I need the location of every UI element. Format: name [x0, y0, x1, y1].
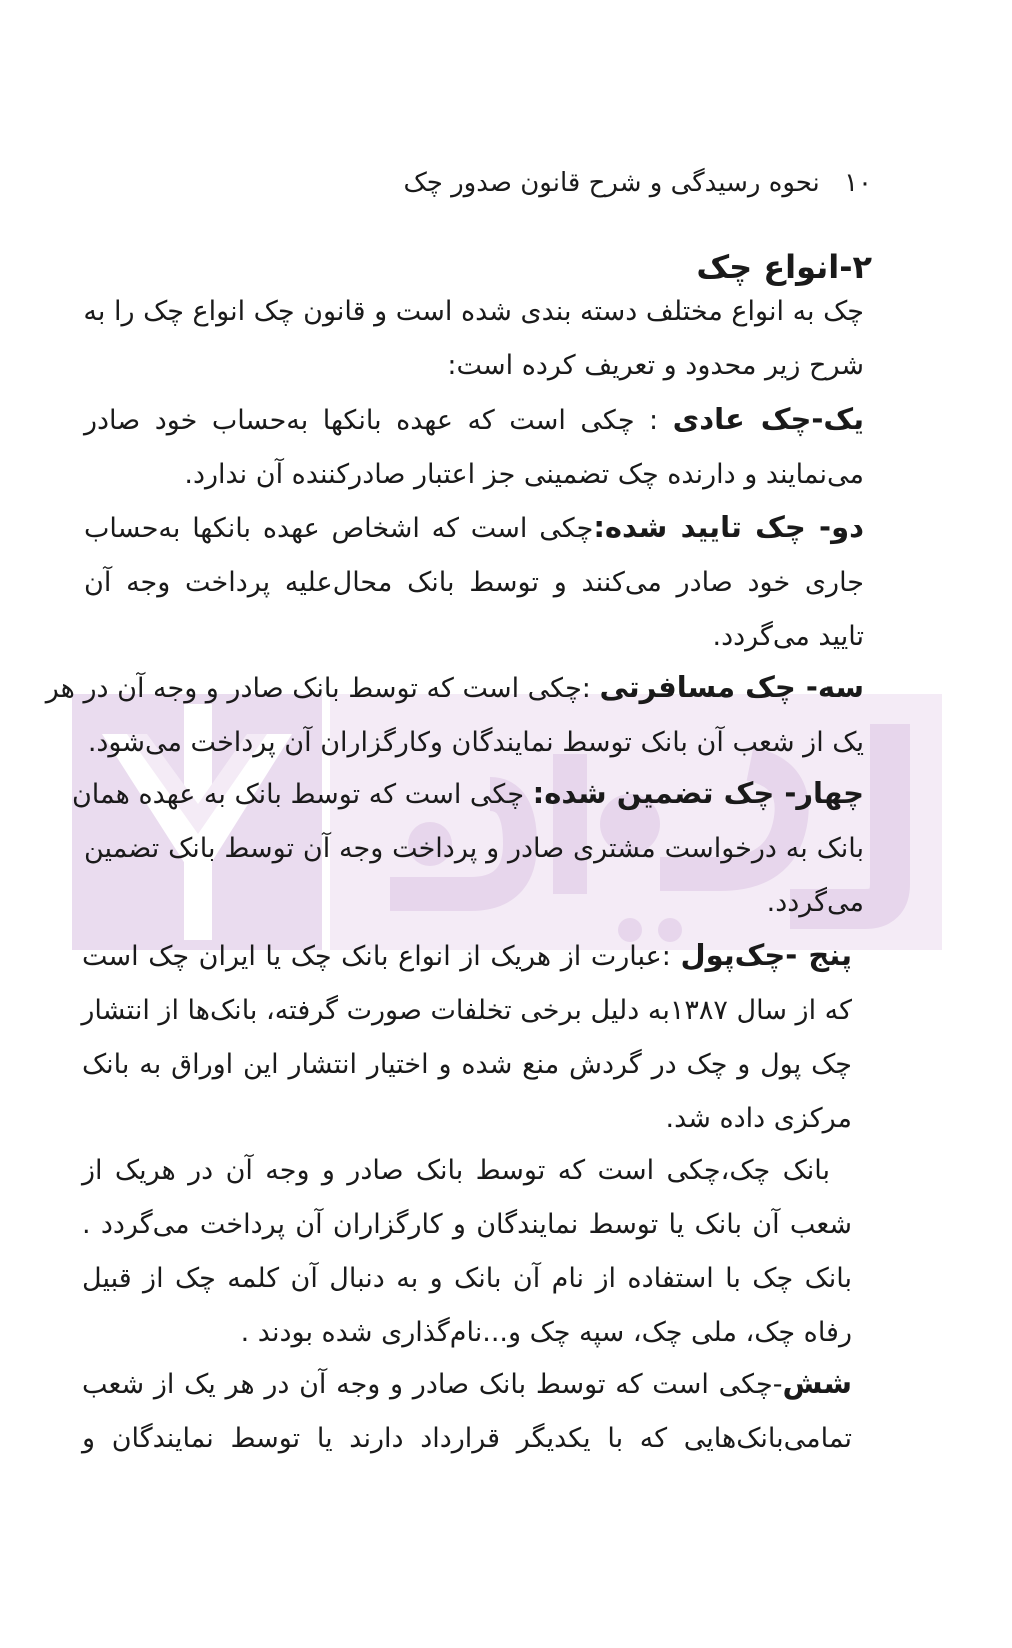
- text-line: تایید می‌گردد.: [712, 621, 864, 652]
- text-line: [82, 1356, 852, 1412]
- term-label: یک-چک عادی: [672, 402, 864, 436]
- term-label: دو- چک تایید شده:: [593, 510, 864, 544]
- check-type-ordinary: [84, 392, 864, 502]
- section-title: ۲-انواع چک: [696, 248, 872, 286]
- check-type-travel: [45, 660, 864, 770]
- text-line: شعب آن بانک یا توسط نمایندگان و کارگزاران آن پرداخت می‌گردد .: [82, 1209, 852, 1240]
- book-title: نحوه رسیدگی و شرح قانون صدور چک: [403, 168, 820, 198]
- check-type-guaranteed: [71, 766, 864, 930]
- text-line: تمامی‌بانک‌هایی که با یکدیگر قرارداد دارند یا توسط نمایندگان و: [82, 1423, 852, 1454]
- bank-check-paragraph: [82, 1144, 852, 1360]
- text-run: چکی است که توسط بانک به عهده همان: [71, 779, 533, 810]
- text-line: شرح زیر محدود و تعریف کرده است:: [447, 350, 864, 381]
- text-run: چکی است که اشخاص عهده بانکها به‌حساب: [84, 513, 594, 544]
- intro-paragraph: [84, 285, 864, 393]
- text-line: که از سال ۱۳۸۷به دلیل برخی تخلفات صورت گرفته، بانک‌ها از انتشار: [81, 995, 852, 1026]
- text-line: [45, 660, 864, 716]
- text-line: [84, 500, 864, 556]
- text-line: رفاه چک، ملی چک، سپه چک و...نام‌گذاری شده بودند .: [240, 1317, 852, 1348]
- term-label: چهار- چک تضمین شده:: [532, 776, 864, 810]
- text-line: می‌گردد.: [766, 887, 864, 918]
- text-line: بانک چک با استفاده از نام آن بانک و به دنبال آن کلمه چک از قبیل: [82, 1263, 852, 1294]
- text-line: [82, 928, 852, 984]
- text-line: جاری خود صادر می‌کنند و توسط بانک محال‌علیه پرداخت وجه آن: [84, 567, 864, 598]
- text-line: [71, 766, 864, 822]
- text-line: یک از شعب آن بانک توسط نمایندگان وکارگزاران آن پرداخت می‌شود.: [87, 727, 864, 758]
- running-header: [92, 160, 872, 206]
- term-label: سه- چک مسافرتی: [599, 670, 864, 704]
- text-run: :عبارت از هریک از انواع بانک چک یا ایران چک است: [82, 941, 681, 972]
- text-line: چک پول و چک در گردش منع شده و اختیار انتشار این اوراق به بانک: [82, 1049, 852, 1080]
- term-label: پنج -چک‌پول: [680, 938, 853, 972]
- text-line: می‌نمایند و دارنده چک تضمینی جز اعتبار صادرکننده آن ندارد.: [184, 459, 864, 490]
- text-line: مرکزی داده شد.: [665, 1103, 852, 1134]
- text-run: -چکی است که توسط بانک صادر و وجه آن در هر یک از شعب: [82, 1369, 783, 1400]
- text-run: :چکی است که توسط بانک صادر و وجه آن در هر: [45, 673, 600, 704]
- text-line: چک به انواع مختلف دسته بندی شده است و قانون چک انواع چک را به: [83, 296, 864, 327]
- check-type-certified: [84, 500, 864, 664]
- text-line: بانک چک،چکی است که توسط بانک صادر و وجه آن در هریک از: [82, 1155, 830, 1186]
- text-line: بانک به درخواست مشتری صادر و پرداخت وجه آن توسط بانک تضمین: [84, 833, 864, 864]
- term-label: شش: [782, 1366, 852, 1400]
- page-number: ۱۰: [844, 168, 872, 198]
- text-run: : چکی است که عهده بانکها به‌حساب خود صادر: [84, 405, 673, 436]
- text-line: [84, 392, 864, 448]
- check-type-six: [82, 1356, 852, 1466]
- check-type-cash-check: [82, 928, 852, 1146]
